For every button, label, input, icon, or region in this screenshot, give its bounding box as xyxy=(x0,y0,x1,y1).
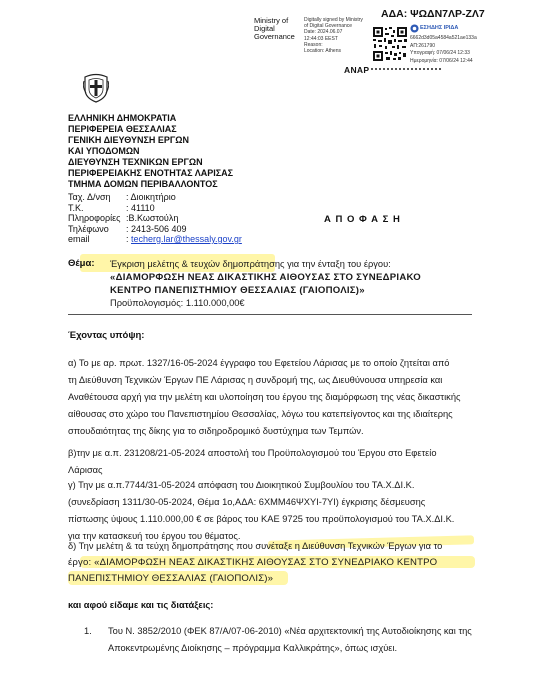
signature-meta: 6662d3d05a4584a521ae133a ΑΠ:261790 Υπογραφή: 07/06/24 12:33 Ημερομηνία: 07/06/24 12:44 xyxy=(410,35,477,64)
contact-row: Πληροφορίες :Β.Κωστούλη xyxy=(68,213,179,223)
authority-block: ΕΛΛΗΝΙΚΗ ΔΗΜΟΚΡΑΤΙΑ ΠΕΡΙΦΕΡΕΙΑ ΘΕΣΣΑΛΙΑΣ ΓΕΝΙΚΗ ΔΙΕΥΘΥΝΣΗ ΕΡΓΩΝ ΚΑΙ ΥΠΟΔΟΜΩΝ ΔΙΕΥΘΥΝΣΗ ΤΕΧΝΙΚΩΝ ΕΡΓΩΝ ΠΕΡΙΦΕΡΕΙΑΚΗΣ ΕΝΟΤΗΤΑΣ ΛΑΡΙΣΑΣ ΤΜΗΜΑ ΔΟΜΩΝ ΠΕΡΙΒΑΛΛΟΝΤΟΣ xyxy=(68,113,234,189)
having-regard: Έχοντας υπόψη: xyxy=(68,330,145,341)
decision-title: Α Π Ο Φ Α Σ Η xyxy=(324,214,401,225)
subject-text: Έγκριση μελέτης & τευχών δημοπράτησης για την ένταξη του έργου: «ΔΙΑΜΟΡΦΩΣΗ ΝΕΑΣ ΔΙΚΑΣΤΙΚΗΣ ΑΙΘΟΥΣΑΣ ΣΤΟ ΣΥΝΕΔΡΙΑΚΟ ΚΕΝΤΡΟ ΠΑΝΕΠΙΣΤΗΜΙΟΥ ΘΕΣΣΑΛΙΑΣ (ΓΑΙΟΠΟΛΙΣ)» Προϋπολογισμός: 1.110.000,00€ xyxy=(110,259,421,308)
provisions-heading: και αφού είδαμε και τις διατάξεις: xyxy=(68,600,214,610)
contact-row: Τ.Κ. : 41110 xyxy=(68,202,155,213)
email-link[interactable]: techerg.lar@thessaly.gov.gr xyxy=(131,234,242,244)
ada-code: ΑΔΑ: ΨΩΔΝ7ΛΡ-ΖΛ7 xyxy=(381,8,485,20)
item-number: 1. xyxy=(84,626,92,636)
esidis-label: ΕΣΗΔΗΣ ΙΡΙΔΑ xyxy=(420,25,459,31)
paragraph-a: α) Το με αρ. πρωτ. 1327/16-05-2024 έγγραφο του Εφετείου Λάρισας με το οποίο ζητείται από τη Διεύθυνση Τεχνικών Έργων ΠΕ Λάρισας η συνδρομή της, ως Διευθύνουσα υπηρεσία και Αναθέτουσα αρχή για την μελέτη και υλοποίηση του έργου της διαμόρφωση της νέας δικαστικής αίθουσας στο χώρο του Πανεπιστημίου Θεσσαλίας, λόγω του κατεπείγοντος και της ιδιαίτερης σπουδαιότητας της δίκης για το σιδηροδρομικό δυστύχημα των Τεμπών. xyxy=(68,358,461,436)
subject-label: Θέμα: xyxy=(68,258,95,269)
coat-of-arms-icon xyxy=(83,71,109,103)
contact-table xyxy=(68,192,242,245)
qr-code-icon xyxy=(372,26,408,62)
item-1: Του Ν. 3852/2010 (ΦΕΚ 87/Α/07-06-2010) «Νέα αρχιτεκτονική της Αυτοδιοίκησης και της Αποκεντρωμένης Διοίκησης – πρόγραμμα Καλλικράτης», όπως ισχύει. xyxy=(108,626,472,653)
contact-row: email : techerg.lar@thessaly.gov.gr xyxy=(68,234,242,244)
paragraph-b: β)την με α.π. 231208/21-05-2024 αποστολή του Προϋπολογισμού του Έργου στο Εφετείο Λάρισας xyxy=(68,448,437,475)
digital-signature-text: Digitally signed by Ministry of Digital Governance Date: 2024.06.07 12:44:03 EEST Reason: Location: Athens xyxy=(304,17,363,55)
paragraph-c: γ) Την με α.π.7744/31-05-2024 απόφαση του Διοικητικού Συμβουλίου του ΤΑ.Χ.ΔΙ.Κ. (συνεδρίαση 1311/30-05-2024, Θέμα 1ο,ΑΔΑ: 6ΧΜΜ46ΨΧΥΙ-7ΥΙ) έγκρισης δέσμευσης πίστωσης ύψους 1.110.000,00 € σε βάρος του ΚΑΕ 9725 του προϋπολογισμού του ΤΑ.Χ.ΔΙ.Κ. για την κατασκευή του έργου του θέματος. xyxy=(68,480,455,541)
paragraph-d: δ) Την μελέτη & τα τεύχη δημοπράτησης που συνέταξε η Διεύθυνση Τεχνικών Έργων για το έργο: «ΔΙΑΜΟΡΦΩΣΗ ΝΕΑΣ ΔΙΚΑΣΤΙΚΗΣ ΑΙΘΟΥΣΑΣ ΣΤΟ ΣΥΝΕΔΡΙΑΚΟ ΚΕΝΤΡΟ ΠΑΝΕΠΙΣΤΗΜΙΟΥ ΘΕΣΣΑΛΙΑΣ (ΓΑΙΟΠΟΛΙΣ)» xyxy=(68,541,443,584)
contact-row: Ταχ. Δ/νση : Διοικητήριο xyxy=(68,192,176,202)
partial-stamp: ΑΝΑΡ xyxy=(344,65,441,75)
emblem-icon xyxy=(410,24,419,33)
contact-row: Τηλέφωνο : 2413-506 409 xyxy=(68,223,187,234)
ministry-name: Ministry of Digital Governance xyxy=(254,16,295,41)
divider xyxy=(68,314,472,315)
